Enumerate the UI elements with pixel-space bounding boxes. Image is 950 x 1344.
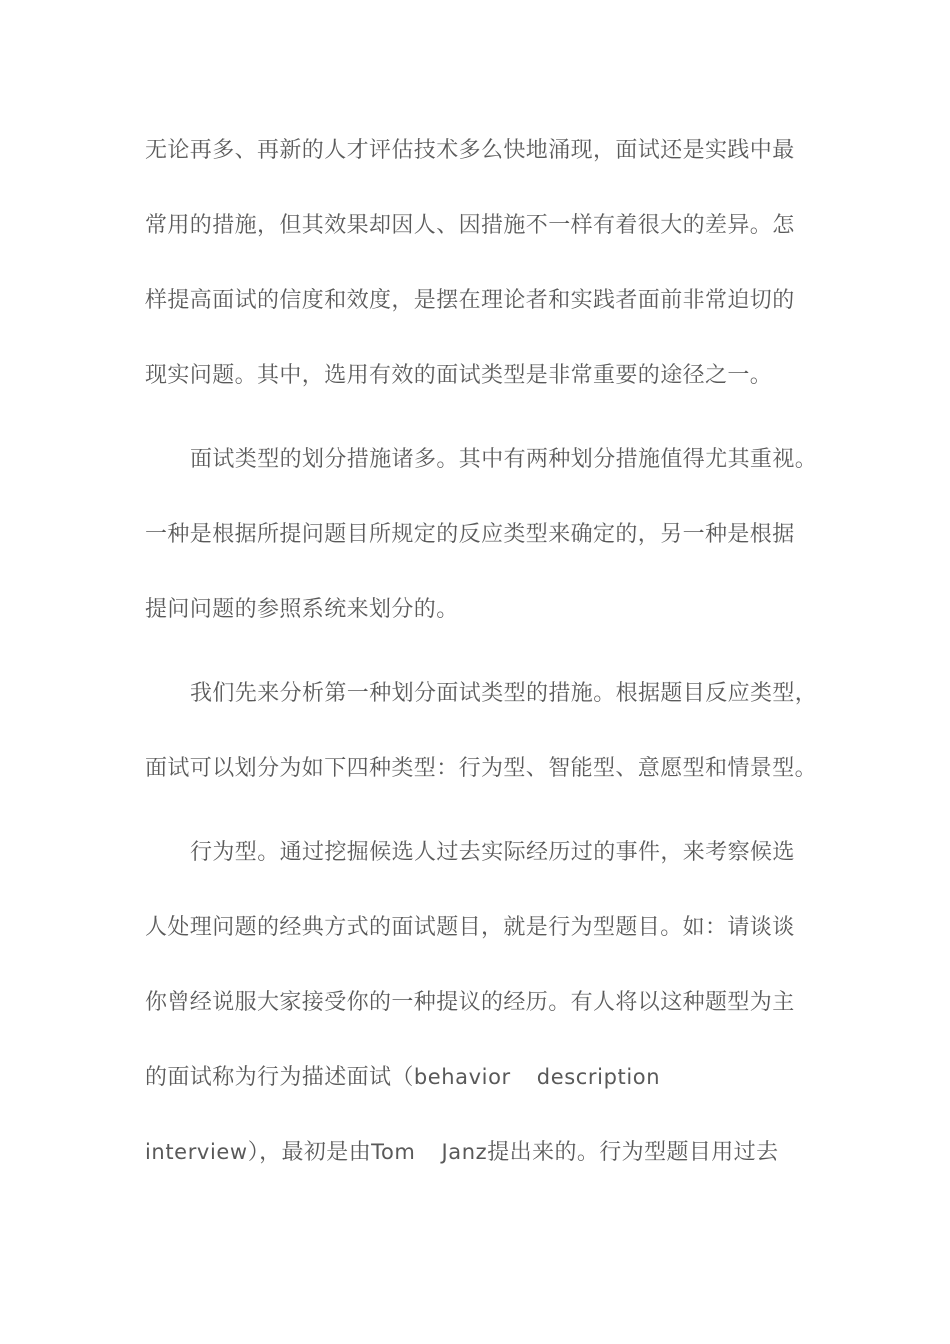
line-5-latin-janz: Janz [441,1140,488,1164]
paragraph-3-line-2: 面试可以划分为如下四种类型：行为型、智能型、意愿型和情景型。 [145,756,818,781]
paragraph-2-line-2: 一种是根据所提问题目所规定的反应类型来确定的，另一种是根据 [145,522,795,547]
paragraph-1-line-2: 常用的措施，但其效果却因人、因措施不一样有着很大的差异。怎 [145,213,795,238]
line-4-latin-behavior: behavior [413,1065,511,1089]
paragraph-4-line-1: 行为型。通过挖掘候选人过去实际经历过的事件，来考察候选 [190,840,795,865]
paragraph-4-line-4 [145,1062,660,1093]
line-5-cjk-b: 提出来的。行为型题目用过去 [487,1140,779,1165]
paragraph-3-line-1: 我们先来分析第一种划分面试类型的措施。根据题目反应类型， [190,681,818,706]
paragraph-2-line-1: 面试类型的划分措施诸多。其中有两种划分措施值得尤其重视。 [190,447,818,472]
paragraph-4-line-5 [145,1137,778,1168]
line-5-latin-interview: interview [145,1140,248,1164]
paragraph-1-line-4: 现实问题。其中，选用有效的面试类型是非常重要的途径之一。 [145,363,773,388]
paragraph-1-line-3: 样提高面试的信度和效度，是摆在理论者和实践者面前非常迫切的 [145,288,795,313]
line-5-cjk-a: ），最初是由 [247,1140,372,1165]
paragraph-1-line-1: 无论再多、再新的人才评估技术多么快地涌现，面试还是实践中最 [145,138,795,163]
line-4-latin-description: description [536,1065,661,1089]
paragraph-2-line-3: 提问问题的参照系统来划分的。 [145,597,459,622]
paragraph-4-line-3: 你曾经说服大家接受你的一种提议的经历。有人将以这种题型为主 [145,990,795,1015]
line-4-cjk: 的面试称为行为描述面试（ [145,1065,414,1090]
paragraph-4-line-2: 人处理问题的经典方式的面试题目，就是行为型题目。如：请谈谈 [145,915,795,940]
line-5-latin-tom: Tom [371,1140,416,1164]
